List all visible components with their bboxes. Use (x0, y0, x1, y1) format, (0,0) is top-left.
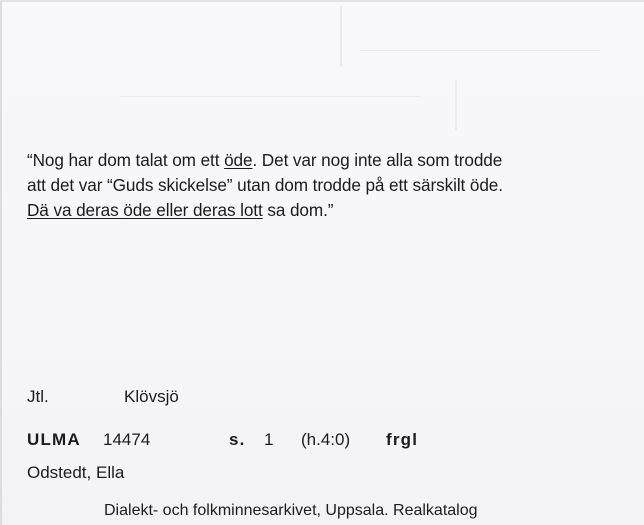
frgl-code: frgl (386, 430, 419, 449)
folder-code: (h.4:0) (301, 430, 351, 449)
quote-line-2: att det var “Guds skickelse” utan dom trodde på ett särskilt öde. (27, 175, 503, 195)
quote-line-3-end: sa dom.” (262, 200, 334, 220)
underlined-word: öde (224, 150, 253, 170)
sheet-label: s. (229, 430, 246, 449)
quote-line-1 (27, 148, 632, 173)
quote-line-1-start: “Nog har dom talat om ett (27, 150, 225, 170)
card-left-edge (0, 0, 2, 525)
show-through-mark (120, 96, 420, 97)
quote-text (27, 148, 632, 223)
parish-label: Klövsjö (124, 387, 179, 406)
region-label: Jtl. (27, 387, 49, 406)
show-through-mark (455, 80, 457, 130)
quote-line-1-end: . Det var nog inte alla som trodde (252, 150, 503, 170)
show-through-mark (360, 50, 600, 51)
archive-code: ULMA (27, 430, 81, 449)
underlined-phrase: Dä va deras öde eller deras lott (27, 200, 263, 220)
record-number: 14474 (103, 430, 151, 449)
recorder-name: Odstedt, Ella (27, 463, 125, 482)
quote-line-3 (27, 198, 632, 223)
show-through-mark (340, 6, 342, 66)
sheet-number: 1 (264, 430, 274, 449)
card-top-edge (0, 0, 644, 2)
archive-footer: Dialekt- och folkminnesarkivet, Uppsala. Realkatalog (104, 502, 478, 519)
